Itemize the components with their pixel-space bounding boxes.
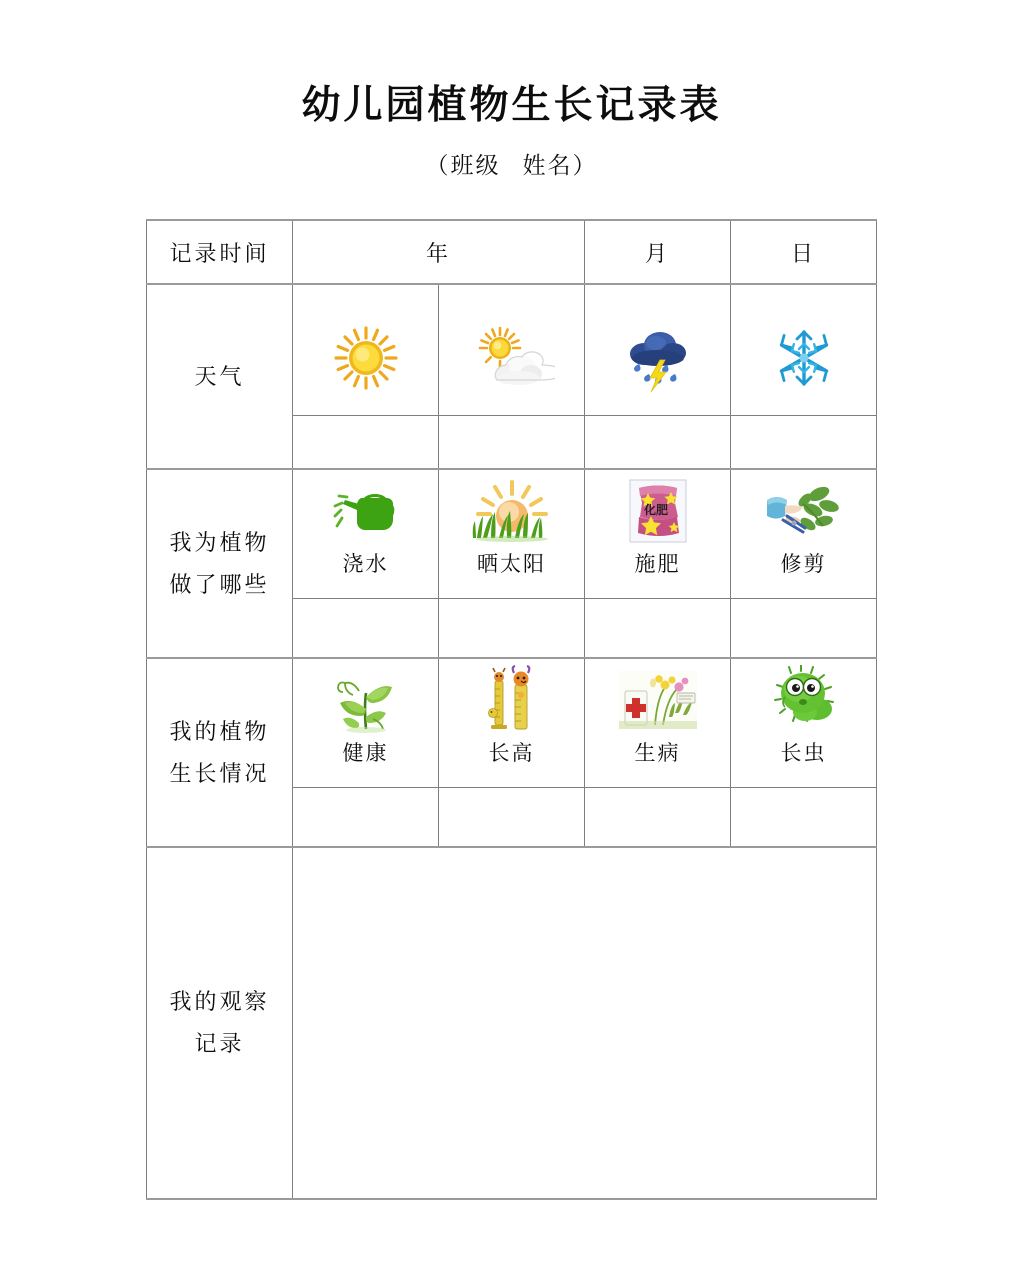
sun-icon bbox=[323, 324, 409, 394]
svg-text:化肥: 化肥 bbox=[643, 503, 668, 517]
care-option-fertilizing[interactable] bbox=[585, 469, 731, 599]
growth-blank-sick[interactable] bbox=[585, 788, 731, 848]
weather-option-snow[interactable] bbox=[731, 284, 877, 416]
pruning-shears-icon bbox=[761, 476, 847, 546]
page-subtitle bbox=[0, 147, 1023, 180]
growth-caption-taller: 长高 bbox=[488, 741, 535, 765]
watering-can-icon bbox=[323, 476, 409, 546]
weather-blank-cloudy[interactable] bbox=[439, 416, 585, 470]
weather-blank-rain[interactable] bbox=[585, 416, 731, 470]
care-option-watering[interactable] bbox=[293, 469, 439, 599]
growth-option-sick[interactable] bbox=[585, 658, 731, 788]
care-option-pruning[interactable] bbox=[731, 469, 877, 599]
notes-label-line2: 记录 bbox=[194, 1031, 245, 1056]
care-blank-fertilizing[interactable] bbox=[585, 599, 731, 659]
header-day[interactable]: 日 bbox=[731, 220, 877, 284]
row-label-observation-notes bbox=[147, 847, 293, 1199]
table-header-row bbox=[147, 220, 877, 284]
growth-blank-taller[interactable] bbox=[439, 788, 585, 848]
care-caption-fertilizing: 施肥 bbox=[634, 552, 681, 576]
care-blank-watering[interactable] bbox=[293, 599, 439, 659]
care-blank-sunbathing[interactable] bbox=[439, 599, 585, 659]
growth-ruler-icon bbox=[469, 665, 555, 735]
observation-notes-area[interactable] bbox=[293, 847, 877, 1199]
notes-label-line1: 我的观察 bbox=[169, 989, 270, 1015]
subtitle-name-part: 姓名） bbox=[522, 152, 598, 178]
weather-option-sunny[interactable] bbox=[293, 284, 439, 416]
title-block bbox=[0, 82, 1023, 180]
header-record-time: 记录时间 bbox=[147, 220, 293, 284]
growth-caption-healthy: 健康 bbox=[342, 741, 389, 765]
growth-icon-row bbox=[147, 658, 877, 788]
sun-over-grass-icon bbox=[469, 476, 555, 546]
fertilizer-bag-icon bbox=[615, 476, 701, 546]
care-label-line1: 我为植物 bbox=[169, 529, 270, 555]
row-label-growth-status bbox=[147, 658, 293, 847]
growth-option-taller[interactable] bbox=[439, 658, 585, 788]
thunderstorm-icon bbox=[615, 324, 701, 394]
header-month[interactable]: 月 bbox=[585, 220, 731, 284]
partly-cloudy-icon bbox=[469, 324, 555, 394]
care-caption-watering: 浇水 bbox=[342, 552, 389, 576]
care-option-sunbathing[interactable] bbox=[439, 469, 585, 599]
subtitle-class-part: （班级 bbox=[425, 152, 501, 178]
care-caption-sunbathing: 晒太阳 bbox=[477, 552, 546, 576]
growth-blank-healthy[interactable] bbox=[293, 788, 439, 848]
care-label-line2: 做了哪些 bbox=[169, 571, 270, 597]
weather-blank-snow[interactable] bbox=[731, 416, 877, 470]
care-caption-pruning: 修剪 bbox=[780, 552, 827, 576]
growth-blank-pest[interactable] bbox=[731, 788, 877, 848]
snowflake-icon bbox=[761, 324, 847, 394]
header-year[interactable]: 年 bbox=[293, 220, 585, 284]
growth-caption-sick: 生病 bbox=[634, 741, 681, 765]
weather-icon-row bbox=[147, 284, 877, 416]
care-icon-row bbox=[147, 469, 877, 599]
weather-blank-sunny[interactable] bbox=[293, 416, 439, 470]
page-title: 幼儿园植物生长记录表 bbox=[301, 84, 722, 127]
growth-caption-pest: 长虫 bbox=[780, 741, 827, 765]
plant-hospital-icon bbox=[615, 665, 701, 735]
caterpillar-icon bbox=[761, 665, 847, 735]
row-label-care-actions bbox=[147, 469, 293, 658]
growth-label-line2: 生长情况 bbox=[169, 760, 270, 786]
growth-label-line1: 我的植物 bbox=[169, 718, 270, 744]
growth-option-healthy[interactable] bbox=[293, 658, 439, 788]
row-label-weather: 天气 bbox=[147, 284, 293, 469]
observation-notes-row bbox=[147, 847, 877, 1199]
weather-option-thunderstorm[interactable] bbox=[585, 284, 731, 416]
plant-growth-record-table bbox=[146, 219, 877, 1200]
weather-option-partly-cloudy[interactable] bbox=[439, 284, 585, 416]
growth-option-pest[interactable] bbox=[731, 658, 877, 788]
care-blank-pruning[interactable] bbox=[731, 599, 877, 659]
green-sprout-icon bbox=[323, 665, 409, 735]
